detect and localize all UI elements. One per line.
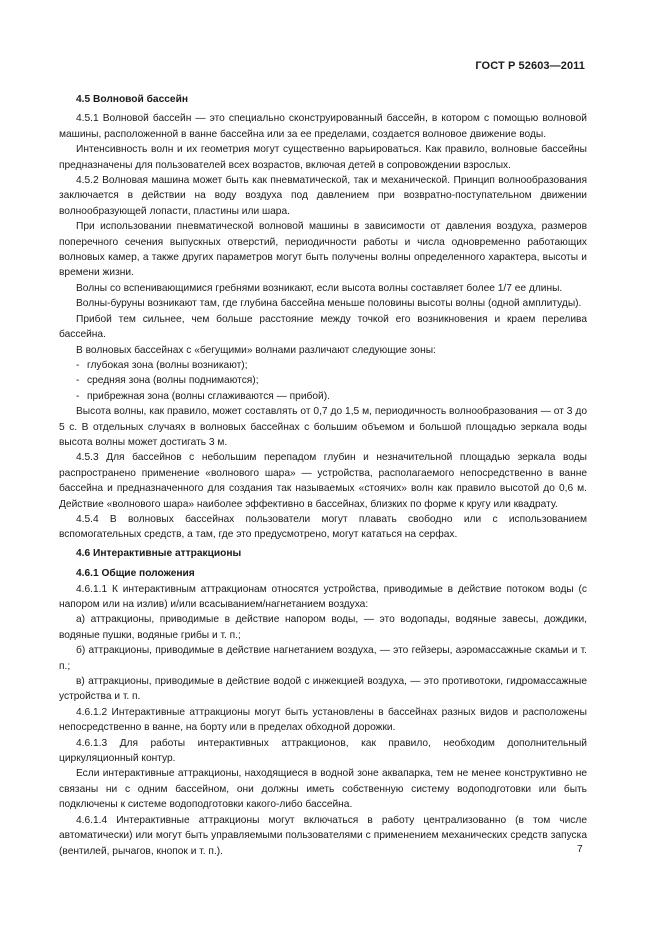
paragraph: 4.5.4 В волновых бассейнах пользователи могут плавать свободно или с использованием вспомогательных средств, а там, где это предусмотрено, могут кататься на серфах.: [59, 513, 587, 541]
paragraph: Высота волны, как правило, может составлять от 0,7 до 1,5 м, периодичность волнообразования — от 3 до 5 с. В отдельных случаях в волновых бассейнах с большим объемом и большой площадью зеркала воды высота волны может достигать 3 м.: [59, 406, 587, 448]
section-heading-4-6: 4.6 Интерактивные аттракционы: [76, 547, 242, 559]
paragraph: В волновых бассейнах с «бегущими» волнами различают следующие зоны:: [76, 344, 436, 356]
list-item: - средняя зона (волны поднимаются);: [76, 375, 259, 387]
paragraph: в) аттракционы, приводимые в действие водой с инжекцией воздуха, — это противотоки, гидромассажные устройства и т. п.: [59, 676, 587, 703]
paragraph: Волны со вспенивающимися гребнями возникают, если высота волны составляет более 1/7 ее длины.: [76, 282, 563, 294]
paragraph: 4.6.1.3 Для работы интерактивных аттракционов, как правило, необходим дополнительный циркуляционный контур.: [59, 737, 587, 765]
paragraph: 4.5.2 Волновая машина может быть как пневматической, так и механической. Принцип волнообразования заключается в действии на воду воздуха под давлением при возвратно-поступательном движении волнообразующей лопасти, пластины или шара.: [59, 175, 587, 217]
paragraph: 4.5.3 Для бассейнов с небольшим перепадом глубин и незначительной площадью зеркала воды распространено применение «волнового шара» — устройства, располагаемого непосредственно в ванне бассейна и предназначенного для создания так называемых «стоячих» волн как правило высотой до 0,6 м. Действие «волнового шара» наиболее эффективно в бассейнах, близких по форме к кругу или квадрату.: [59, 452, 587, 510]
paragraph: 4.6.1.4 Интерактивные аттракционы могут включаться в работу централизованно (в том числе автоматически) или могут быть управляемыми пользователями с применением механических средств запуска (вентилей, рычагов, кнопок и т. п.).: [59, 814, 587, 857]
paragraph: 4.6.1.2 Интерактивные аттракционы могут быть установлены в бассейнах разных видов и расположены непосредственно в ванне, на борту или в пределах обходной дорожки.: [59, 706, 587, 734]
paragraph: а) аттракционы, приводимые в действие напором воды, — это водопады, водяные завесы, дождики, водяные пушки, водяные грибы и т. п.;: [59, 614, 587, 641]
paragraph: При использовании пневматической волновой машины в зависимости от давления воздуха, размеров поперечного сечения выпускных отверстий, периодичности работы и числа одновременно работающих волновых камер, а также других параметров могут быть получены волны определенного характера, высоты и времени жизни.: [59, 221, 587, 279]
paragraph: Интенсивность волн и их геометрия могут существенно варьироваться. Как правило, волновые бассейны предназначены для пользователей всех возрастов, включая детей в сопровождении взрослых.: [59, 144, 587, 171]
paragraph: б) аттракционы, приводимые в действие нагнетанием воздуха, — это гейзеры, аэромассажные скамьи и т. п.;: [59, 645, 587, 672]
paragraph: 4.5.1 Волновой бассейн — это специально сконструированный бассейн, в котором с помощью волновой машины, расположенной в ванне бассейна или за ее пределами, создается волновое движение воды.: [59, 113, 587, 140]
section-heading-4-5: 4.5 Волновой бассейн: [76, 94, 188, 105]
list-item: - прибрежная зона (волны сглаживаются — прибой).: [76, 390, 330, 402]
list-item: - глубокая зона (волны возникают);: [76, 359, 248, 371]
paragraph: Если интерактивные аттракционы, находящиеся в водной зоне аквапарка, тем не менее конструктивно не связаны ни с одним бассейном, они должны иметь собственную систему водоподготовки или быть подключены к системе водоподготовки какого-либо бассейна.: [59, 768, 587, 811]
paragraph: Волны-буруны возникают там, где глубина бассейна меньше половины высоты волны (одной амплитуды).: [76, 298, 582, 310]
paragraph: Прибой тем сильнее, чем больше расстояние между точкой его возникновения и краем перелива бассейна.: [59, 313, 587, 341]
document-body: [59, 92, 587, 859]
paragraph: 4.6.1.1 К интерактивным аттракционам относятся устройства, приводимые в действие потоком воды (с напором или на излив) и/или всасыванием/нагнетанием воздуха:: [59, 583, 587, 610]
standard-header: ГОСТ Р 52603—2011: [475, 60, 585, 72]
page-number: 7: [577, 844, 583, 855]
subsection-heading-4-6-1: 4.6.1 Общие положения: [76, 568, 195, 580]
